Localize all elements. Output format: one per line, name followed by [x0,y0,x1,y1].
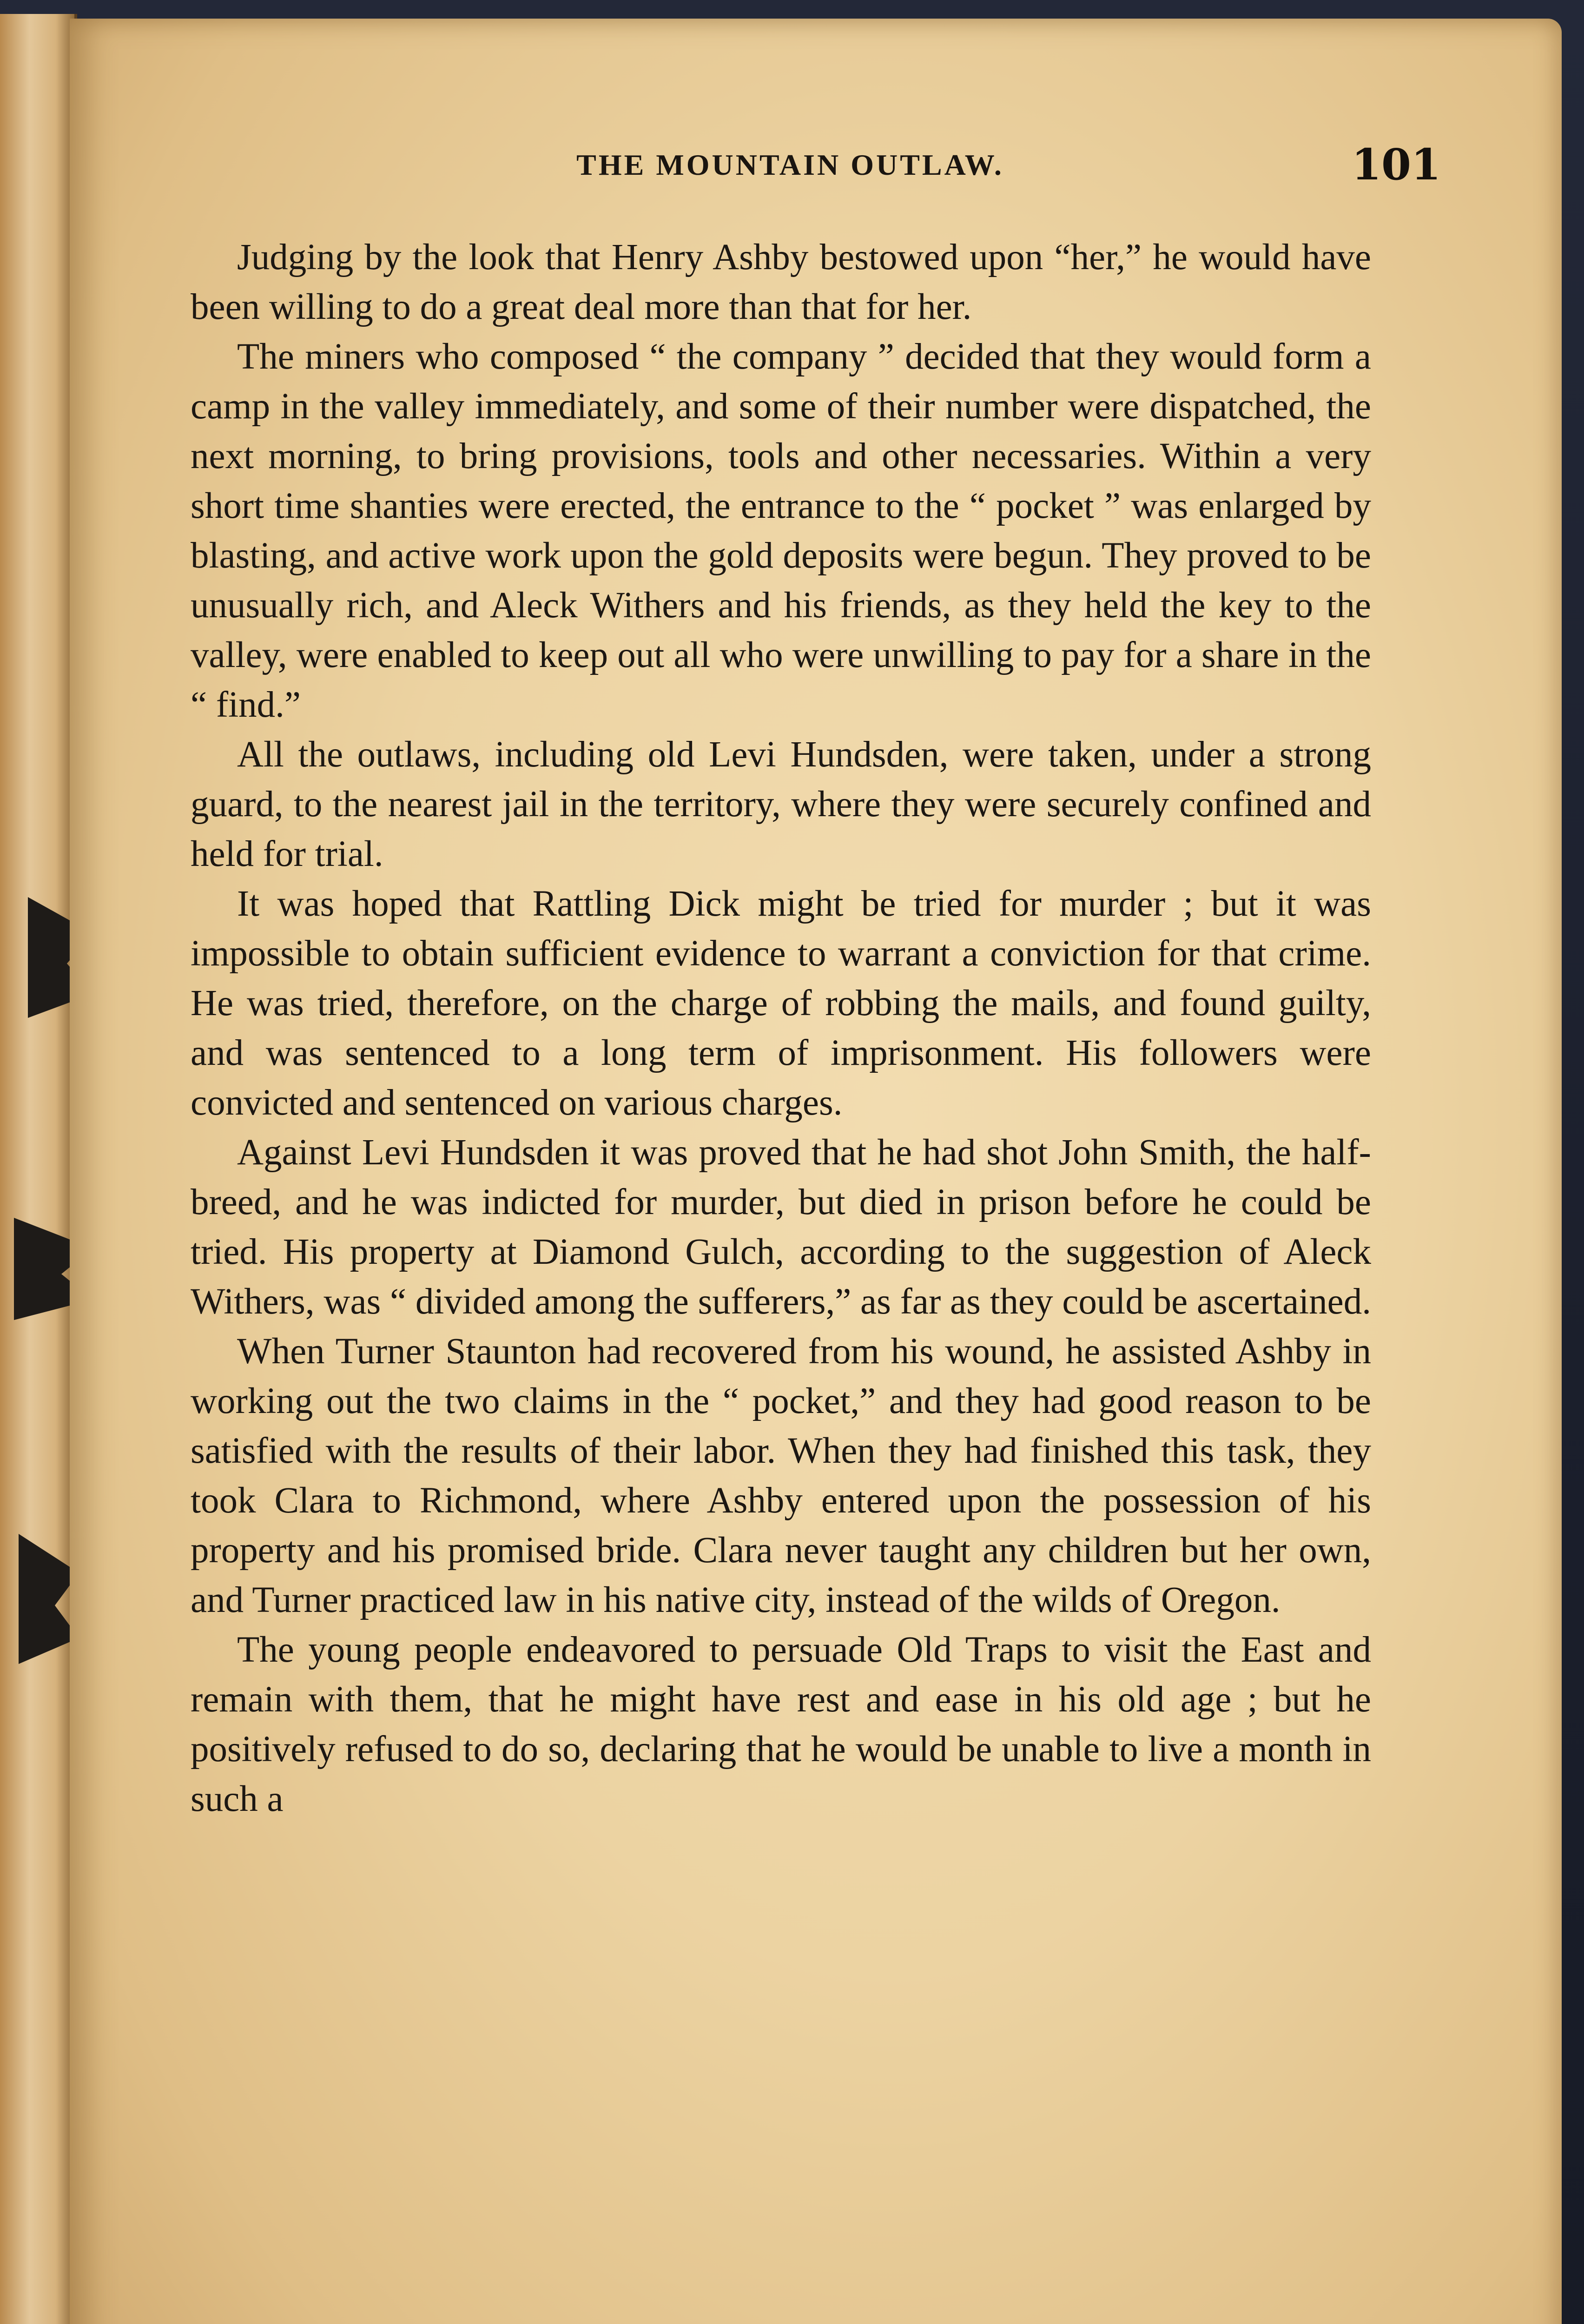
paragraph: Against Levi Hundsden it was proved that he had shot John Smith, the half-breed, and he was indicted for murder, but died in prison before he could be tried. His property at Diamond Gulch, according to the suggestion of Aleck Withers, was “ divided among the sufferers,” as far as they could be ascertained. [191,1132,1371,1322]
paragraph: Judging by the look that Henry Ashby bestowed upon “her,” he would have been willing to do a great deal more than that for her. [191,237,1371,327]
binding-edge [0,14,77,2324]
page-number: 101 [1351,139,1441,190]
paragraph: All the outlaws, including old Levi Hundsden, were taken, under a strong guard, to the nearest jail in the territory, where they were securely confined and held for trial. [191,734,1371,874]
body-text [191,232,1371,2254]
page-header [139,139,1441,205]
paragraph: The miners who composed “ the company ” decided that they would form a camp in the valley immediately, and some of their number were dispatched, the next morning, to bring provisions, tools and other necessaries. Within a very short time shanties were erected, the entrance to the “ pocket ” was enlarged by blasting, and active work upon the gold deposits were begun. They proved to be unusually rich, and Aleck Withers and his friends, as they held the key to the valley, were enabled to keep out all who were unwilling to pay for a share in the “ find.” [191,337,1371,725]
running-head: THE MOUNTAIN OUTLAW. [576,148,1004,181]
paragraph: When Turner Staunton had recovered from his wound, he assisted Ashby in working out the two claims in the “ pocket,” and they had good reason to be satisfied with the results of their labor. When they had finished this task, they took Clara to Richmond, where Ashby entered upon the possession of his property and his promised bride. Clara never taught any children but her own, and Turner practiced law in his native city, instead of the wilds of Oregon. [191,1331,1371,1620]
paragraph: It was hoped that Rattling Dick might be tried for murder ; but it was impossible to obtain sufficient evidence to warrant a conviction for that crime. He was tried, therefore, on the charge of robbing the mails, and found guilty, and was sentenced to a long term of imprisonment. His followers were convicted and sentenced on various charges. [191,884,1371,1123]
paragraph: The young people endeavored to persuade Old Traps to visit the East and remain with them, that he might have rest and ease in his old age ; but he positively refused to do so, declaring that he would be unable to live a month in such a [191,1630,1371,1819]
